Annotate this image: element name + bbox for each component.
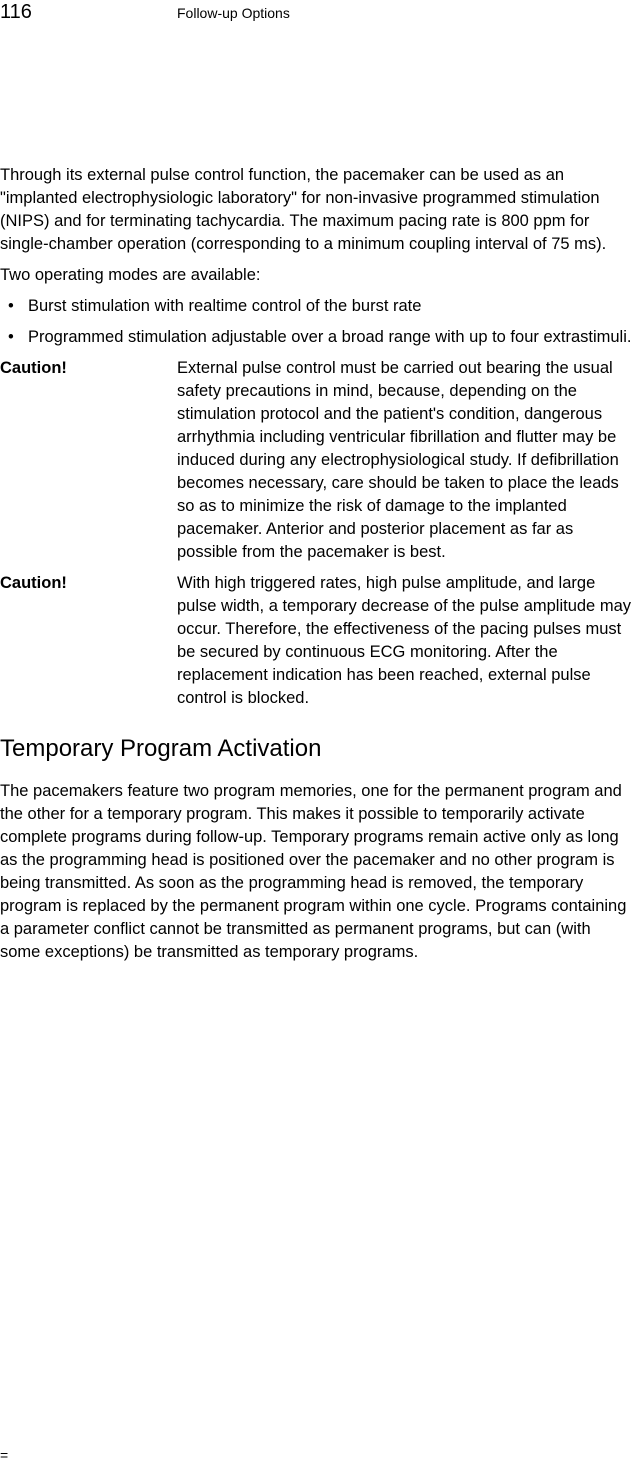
running-title: Follow-up Options — [177, 5, 290, 21]
caution-text: With high triggered rates, high pulse amplitude, and large pulse width, a temporary decrease of the pulse amplitude may occur. Therefore, the effectiveness of the pacing pulses must be secured by continuous ECG monitoring. After the replacement indication has been reached, external pulse control is blocked. — [177, 574, 631, 707]
page-header — [0, 0, 635, 26]
modes-intro: Two operating modes are available: — [0, 266, 261, 284]
bullet-icon: • — [8, 297, 14, 315]
caution-label: Caution! — [0, 574, 67, 592]
caution-block — [0, 572, 635, 710]
intro-paragraph: Through its external pulse control function, the pacemaker can be used as an "implanted electrophysiologic laboratory" for non-invasive programmed stimulation (NIPS) and for terminating tachycardia. The maximum pacing rate is 800 ppm for single-chamber operation (corresponding to a minimum coupling interval of 75 ms). — [0, 166, 607, 253]
modes-list — [0, 295, 635, 349]
caution-label: Caution! — [0, 359, 67, 377]
section-heading: Temporary Program Activation — [0, 735, 322, 762]
list-item-text: Programmed stimulation adjustable over a broad range with up to four extrastimuli. — [28, 328, 632, 346]
list-item-text: Burst stimulation with realtime control of the burst rate — [28, 297, 422, 315]
caution-block — [0, 357, 635, 564]
list-item — [0, 326, 635, 349]
page-body — [0, 164, 635, 964]
caution-text: External pulse control must be carried out bearing the usual safety precautions in mind, because, depending on the stimulation protocol and the patient's condition, dangerous arrhythmia including ventricular fibrillation and flutter may be induced during any electrophysiological study. If defibrillation becomes necessary, care should be taken to place the leads so as to minimize the risk of damage to the implanted pacemaker. Anterior and posterior placement as far as possible from the pacemaker is best. — [177, 359, 619, 561]
list-item — [0, 295, 635, 318]
bullet-icon: • — [8, 328, 14, 346]
page-number: 116 — [0, 1, 32, 23]
footer-mark: = — [0, 1447, 9, 1463]
section-paragraph: The pacemakers feature two program memories, one for the permanent program and the other for a temporary program. This makes it possible to temporarily activate complete programs during follow-up. Temporary programs remain active only as long as the programming head is positioned over the pacemaker and no other program is being transmitted. As soon as the programming head is removed, the temporary program is replaced by the permanent program within one cycle. Programs containing a parameter conflict cannot be transmitted as permanent programs, but can (with some exceptions) be transmitted as temporary programs. — [0, 782, 627, 961]
